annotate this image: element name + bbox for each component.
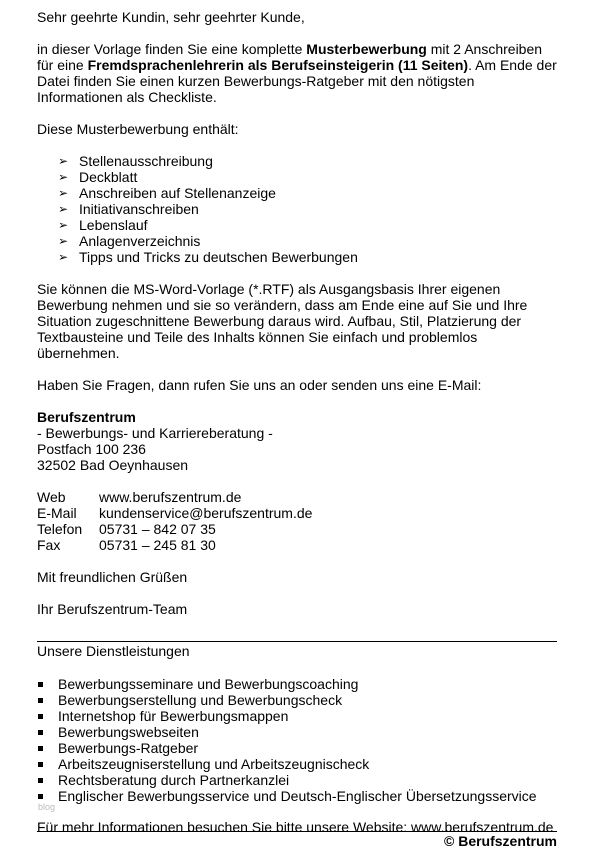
contact-row-email: E-Mail kundenservice@berufszentrum.de <box>37 505 313 521</box>
email-link[interactable]: kundenservice@berufszentrum.de <box>99 505 313 521</box>
company-name: Berufszentrum <box>37 409 136 425</box>
list-item: Bewerbungserstellung und Bewerbungscheck <box>37 692 557 708</box>
more-info: Für mehr Informationen besuchen Sie bitte unsere Website: www.berufszentrum.de <box>37 819 554 835</box>
phone-value: 05731 – 842 07 35 <box>99 521 216 537</box>
contact-table <box>37 489 557 553</box>
list-item: Bewerbungs-Ratgeber <box>37 740 557 756</box>
intro-text-1: in dieser Vorlage finden Sie eine komplette <box>37 41 307 57</box>
list-item: Bewerbungsseminare und Bewerbungscoaching <box>37 676 557 692</box>
arrow-bullet-icon: ➢ <box>58 186 69 200</box>
closing: Mit freundlichen Grüßen <box>37 569 188 585</box>
contact-row-phone: Telefon 05731 – 842 07 35 <box>37 521 216 537</box>
arrow-bullet-icon: ➢ <box>58 170 69 184</box>
address-line: - Bewerbungs- und Karriereberatung - <box>37 425 273 441</box>
watermark: blog <box>38 802 56 812</box>
address-line: 32502 Bad Oeynhausen <box>37 457 189 473</box>
square-bullet-icon <box>38 730 43 735</box>
square-bullet-icon <box>38 746 43 751</box>
contents-heading: Diese Musterbewerbung enthält: <box>37 121 239 137</box>
address-block <box>37 409 557 473</box>
list-item: ➢ Stellenausschreibung <box>58 153 213 169</box>
square-bullet-icon <box>38 762 43 767</box>
arrow-bullet-icon: ➢ <box>58 234 69 248</box>
list-item: Rechtsberatung durch Partnerkanzlei <box>37 772 557 788</box>
contents-list <box>37 153 557 265</box>
list-item: ➢ Anlagenverzeichnis <box>58 233 201 249</box>
divider <box>37 641 557 642</box>
intro-text-3: . Am Ende der Datei finden Sie einen kurzen Bewerbungs-Ratgeber mit den nötigsten Informationen als Checkliste. <box>37 57 557 105</box>
list-item: Bewerbungswebseiten <box>37 724 557 740</box>
footer-divider <box>37 831 557 832</box>
arrow-bullet-icon: ➢ <box>58 218 69 232</box>
list-item: ➢ Tipps und Tricks zu deutschen Bewerbungen <box>58 249 358 265</box>
copyright: © Berufszentrum <box>444 833 557 849</box>
list-item: ➢ Deckblatt <box>58 169 138 185</box>
square-bullet-icon <box>38 778 43 783</box>
list-item: Arbeitszeugniserstellung und Arbeitszeugnischeck <box>37 756 557 772</box>
address-line: Postfach 100 236 <box>37 441 146 457</box>
web-link[interactable]: www.berufszentrum.de <box>99 489 242 505</box>
services-heading: Unsere Dienstleistungen <box>37 643 190 659</box>
fax-value: 05731 – 245 81 30 <box>99 537 216 553</box>
arrow-bullet-icon: ➢ <box>58 202 69 216</box>
square-bullet-icon <box>38 698 43 703</box>
arrow-bullet-icon: ➢ <box>58 250 69 264</box>
intro-paragraph <box>37 41 557 105</box>
intro-bold-2: Fremdsprachenlehrerin als Berufseinsteigerin (11 Seiten) <box>87 57 469 73</box>
intro-bold-1: Musterbewerbung <box>306 41 427 57</box>
list-item: Internetshop für Bewerbungsmappen <box>37 708 557 724</box>
contact-row-web: Web www.berufszentrum.de <box>37 489 242 505</box>
document-page <box>37 9 557 835</box>
square-bullet-icon <box>38 714 43 719</box>
usage-paragraph: Sie können die MS-Word-Vorlage (*.RTF) als Ausgangsbasis Ihrer eigenen Bewerbung nehmen und sie so verändern, dass am Ende eine auf Sie und Ihre Situation zugeschnittene Bewerbung daraus wird. Aufbau, Stil, Platzierung der Textbausteine und Teile des Inhalts können Sie einfach und problemlos übernehmen. <box>37 281 528 361</box>
intro-text-2: mit 2 Anschreiben für eine <box>37 41 543 73</box>
services-list <box>37 676 557 804</box>
arrow-bullet-icon: ➢ <box>58 154 69 168</box>
contact-row-fax: Fax 05731 – 245 81 30 <box>37 537 216 553</box>
list-item: Englischer Bewerbungsservice und Deutsch-Englischer Übersetzungsservice <box>37 788 557 804</box>
list-item: ➢ Initiativanschreiben <box>58 201 199 217</box>
greeting: Sehr geehrte Kundin, sehr geehrter Kunde, <box>37 9 305 25</box>
list-item: ➢ Anschreiben auf Stellenanzeige <box>58 185 276 201</box>
square-bullet-icon <box>38 682 43 687</box>
signature: Ihr Berufszentrum-Team <box>37 601 188 617</box>
list-item: ➢ Lebenslauf <box>58 217 148 233</box>
questions-paragraph: Haben Sie Fragen, dann rufen Sie uns an oder senden uns eine E-Mail: <box>37 377 482 393</box>
